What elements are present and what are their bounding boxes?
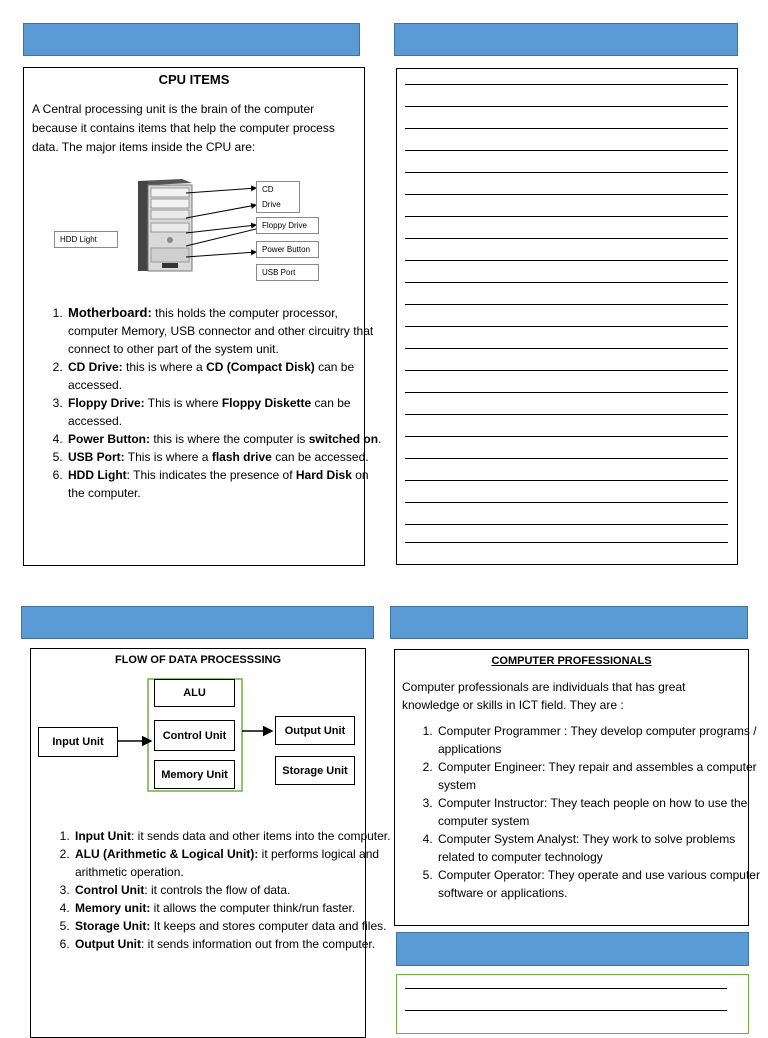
writing-line	[405, 106, 728, 107]
list-item: 3. Floppy Drive: This is where Floppy Diskette can be accessed.	[66, 394, 386, 430]
writing-line	[405, 524, 728, 525]
writing-line	[405, 84, 728, 85]
list-item: 1. Computer Programmer : They develop computer programs / applications	[436, 722, 768, 758]
output-unit-box: Output Unit	[275, 716, 355, 745]
professionals-title: COMPUTER PROFESSIONALS	[491, 655, 652, 667]
writing-line	[405, 542, 728, 543]
hdd-light-label: HDD Light	[54, 231, 118, 248]
list-item: 3. Control Unit: it controls the flow of data.	[73, 881, 391, 899]
flow-items-list	[39, 827, 391, 953]
usb-port-label: USB Port	[256, 264, 319, 281]
flow-title: FLOW OF DATA PROCESSSING	[114, 654, 281, 666]
writing-line	[405, 216, 728, 217]
list-item: 1. Input Unit: it sends data and other items into the computer.	[73, 827, 391, 845]
list-item: 4. Computer System Analyst: They work to solve problems related to computer technology	[436, 830, 768, 866]
writing-line	[405, 348, 728, 349]
writing-lines-panel	[396, 68, 738, 565]
list-item: 5. Storage Unit: It keeps and stores computer data and files.	[73, 917, 391, 935]
control-unit-box: Control Unit	[154, 720, 235, 751]
writing-line	[405, 414, 728, 415]
power-button-label: Power Button	[256, 241, 319, 258]
writing-lines-panel-bottom	[396, 974, 749, 1034]
professionals-panel	[394, 649, 760, 926]
list-item: 6. Output Unit: it sends information out from the computer.	[73, 935, 391, 953]
writing-line	[405, 282, 728, 283]
flow-panel	[30, 648, 391, 1038]
cpu-items-title: CPU ITEMS	[158, 72, 230, 87]
writing-line	[405, 128, 728, 129]
storage-unit-box: Storage Unit	[275, 756, 355, 785]
writing-line	[405, 172, 728, 173]
header-bar-bottom-right	[390, 606, 748, 639]
cpu-items-list	[32, 304, 386, 502]
writing-line	[405, 326, 728, 327]
memory-unit-box: Memory Unit	[154, 760, 235, 789]
alu-box: ALU	[154, 679, 235, 707]
writing-line	[405, 1010, 727, 1011]
header-bar-bottom-left	[21, 606, 374, 639]
list-item: 4. Power Button: this is where the computer is switched on.	[66, 430, 386, 448]
writing-line	[405, 194, 728, 195]
list-item: 2. CD Drive: this is where a CD (Compact Disk) can be accessed.	[66, 358, 386, 394]
writing-line	[405, 436, 728, 437]
writing-line	[405, 988, 727, 989]
list-item: 2. ALU (Arithmetic & Logical Unit): it performs logical and arithmetic operation.	[73, 845, 391, 881]
list-item: 5. Computer Operator: They operate and use various computer software or applications.	[436, 866, 768, 902]
writing-line	[405, 480, 728, 481]
list-item: 2. Computer Engineer: They repair and assembles a computer system	[436, 758, 768, 794]
writing-line	[405, 370, 728, 371]
header-bar-top-left	[23, 23, 360, 56]
list-item: 4. Memory unit: it allows the computer think/run faster.	[73, 899, 391, 917]
writing-line	[405, 260, 728, 261]
floppy-drive-label: Floppy Drive	[256, 217, 319, 234]
professionals-intro: Computer professionals are individuals that has great knowledge or skills in ICT field. They are :	[402, 680, 686, 712]
writing-line	[405, 150, 728, 151]
writing-line	[405, 392, 728, 393]
list-item: 6. HDD Light: This indicates the presence of Hard Disk on the computer.	[66, 466, 386, 502]
writing-line	[405, 502, 728, 503]
header-bar-top-right	[394, 23, 738, 56]
cd-drive-label: CD Drive	[256, 181, 300, 213]
professionals-list	[402, 722, 768, 902]
list-item: 1. Motherboard: this holds the computer processor, computer Memory, USB connector and other circuitry that connect to other part of the system unit.	[66, 304, 386, 358]
writing-line	[405, 304, 728, 305]
cpu-items-panel	[23, 67, 382, 566]
writing-line	[405, 238, 728, 239]
input-unit-box: Input Unit	[38, 727, 118, 757]
writing-line	[405, 458, 728, 459]
header-bar-bottom-right-small	[396, 932, 749, 966]
list-item: 5. USB Port: This is where a flash drive can be accessed.	[66, 448, 386, 466]
list-item: 3. Computer Instructor: They teach people on how to use the computer system	[436, 794, 768, 830]
cpu-intro-text: A Central processing unit is the brain of the computer because it contains items that help the computer process data. The major items inside the CPU are:	[32, 102, 335, 154]
